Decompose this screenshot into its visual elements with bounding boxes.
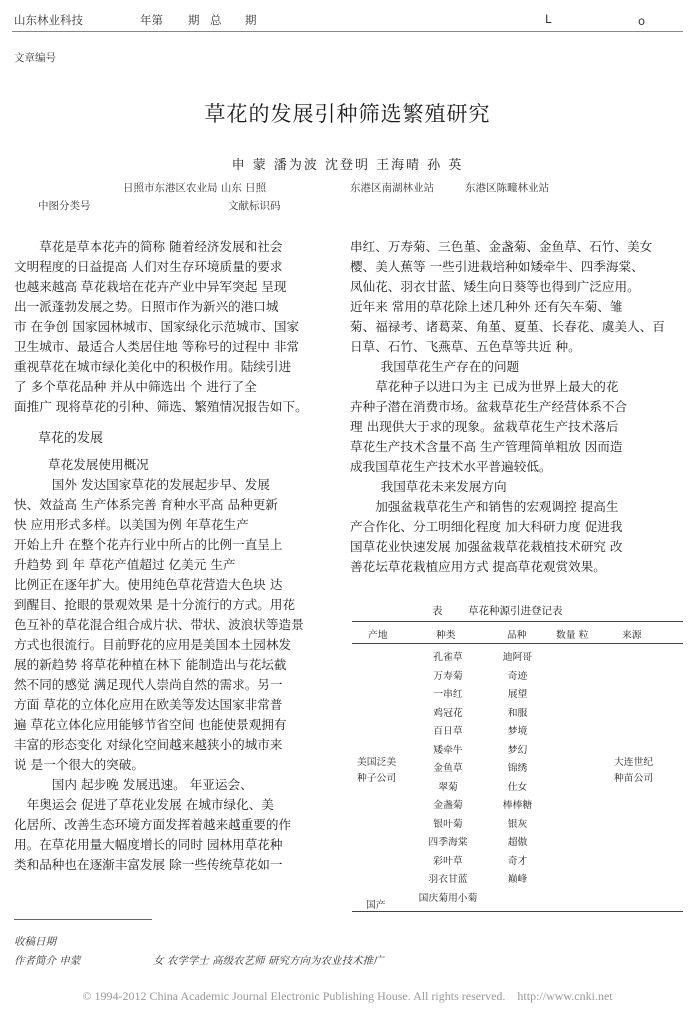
table-cell-variety: 巅峰 [507, 874, 528, 885]
header-right-letter: L [545, 12, 552, 26]
text-line: 善花坛草花栽植应用方式 提高草花观赏效果。 [350, 559, 606, 574]
text-line: 也越来越高 草花栽培在花卉产业中异军突起 呈现 [14, 279, 287, 294]
table-origin-us-line1: 美国泛美 [357, 757, 397, 768]
text-line: 升趋势 到 年 草花产值超过 亿美元 生产 [14, 557, 236, 572]
table-cell-type: 孔雀草 [433, 652, 463, 663]
text-line: 说 是一个很大的突破。 [14, 757, 144, 772]
text-line: 国内 起步晚 发展迅速。 年亚运会、 [14, 777, 253, 792]
text-line: 然不同的感觉 满足现代人崇尚自然的需求。另一 [14, 677, 283, 692]
table-cell-variety: 银灰 [507, 818, 528, 830]
table-cell-variety: 奇迹 [507, 670, 528, 682]
text-line: 樱、美人蕉等 一些引进栽培种如矮牵牛、四季海棠、 [350, 259, 644, 274]
text-line: 丰富的形态变化 对绿化空间越来越狭小的城市来 [14, 737, 283, 752]
text-line: 方式也很流行。目前野花的应用是美国本土园林发 [14, 637, 292, 652]
author-intro-label: 作者简介 申蒙 [14, 955, 81, 967]
table-cell-type: 百日草 [433, 726, 463, 737]
text-line: 产合作化、分工明细化程度 加大科研力度 促进我 [350, 519, 623, 534]
table-cell-type: 彩叶草 [433, 855, 463, 867]
table-cell-variety: 锦绣 [507, 763, 528, 774]
total-issue-label: 期 [245, 13, 257, 27]
table-cell-type: 鸡冠花 [433, 707, 463, 719]
table-header-type: 种类 [436, 630, 456, 641]
text-line: 近年来 常用的草花除上述几种外 还有矢车菊、雏 [350, 299, 623, 314]
table-cell-variety: 迪阿哥 [502, 652, 533, 663]
table-cell-type: 一串红 [433, 689, 463, 700]
text-line: 草花生产技术含量不高 生产管理简单粗放 因而造 [350, 439, 623, 454]
text-line: 日草、石竹、飞燕草、五色草等共近 种。 [350, 339, 581, 354]
problems-paragraph [350, 377, 685, 477]
table-cell-type: 矮牵牛 [433, 744, 463, 756]
journal-name: 山东林业科技 [14, 13, 83, 27]
text-line: 开始上升 在整个花卉行业中所占的比例一直呈上 [14, 537, 283, 552]
author-intro-detail: 女 农学学士 高级农艺师 研究方向为农业技术推广 [153, 955, 384, 967]
article-title: 草花的发展引种筛选繁殖研究 [204, 102, 491, 126]
text-line: 国草花业快速发展 加强盆栽草花栽植技术研究 改 [350, 539, 623, 554]
text-line: 比例正在逐年扩大。使用纯色草花营造大色块 达 [14, 577, 283, 592]
left-column [14, 237, 334, 875]
text-line: 面推广 现将草花的引种、筛选、繁殖情况报告如下。 [14, 399, 308, 414]
table-header-source: 来源 [622, 630, 642, 641]
domestic-development-paragraph [14, 775, 334, 875]
text-line: 出一派蓬勃发展之势。日照市作为新兴的港口城 [14, 299, 279, 314]
affiliation-3: 东港区陈疃林业站 [465, 182, 549, 194]
text-line: 年奥运会 促进了草花业发展 在城市绿化、美 [14, 797, 274, 812]
text-line: 凤仙花、羽衣甘蓝、矮生向日葵等也得到广泛应用。 [350, 279, 640, 294]
text-line: 草花是草本花卉的简称 随着经济发展和社会 [14, 239, 283, 254]
future-direction-paragraph [350, 497, 685, 577]
received-date-label: 收稿日期 [14, 936, 56, 948]
table-cell-type: 羽衣甘蓝 [428, 874, 468, 885]
footnote-rule [14, 919, 152, 920]
table-source-line1: 大连世纪 [614, 757, 654, 768]
text-line: 菊、福禄考、诸葛菜、角堇、夏堇、长春花、虞美人、百 [350, 319, 665, 334]
text-line: 到醒目、抢眼的景观效果 是十分流行的方式。用花 [14, 597, 296, 612]
intro-paragraph [14, 237, 334, 417]
text-line: 市 在争创 国家园林城市、国家绿化示范城市、国家 [14, 319, 300, 334]
year-label: 年第 [140, 13, 163, 27]
table-cell-type: 金鱼草 [433, 763, 463, 774]
text-line: 方面 草花的立体化应用在欧美等发达国家非常普 [14, 697, 283, 712]
table-cell-type: 银叶菊 [433, 818, 463, 830]
text-line: 文明程度的日益提高 人们对生存环境质量的要求 [14, 259, 283, 274]
table-cell-variety: 和服 [507, 707, 528, 719]
table-top-rule [352, 621, 683, 622]
text-line: 了 多个草花品种 并从中筛选出 个 进行了全 [14, 379, 257, 394]
article-number-label: 文章编号 [14, 52, 56, 64]
text-line: 用。在草花用量大幅度增长的同时 园林用草花种 [14, 837, 283, 852]
clc-number-label: 中图分类号 [38, 200, 91, 212]
table-source-line2: 种苗公司 [614, 773, 654, 784]
subsection-heading-future: 我国草花未来发展方向 [368, 479, 507, 494]
text-line: 成我国草花生产技术水平普遍较低。 [350, 459, 552, 474]
text-line: 国外 发达国家草花的发展起步早、发展 [14, 477, 270, 492]
table-cell-variety: 展望 [507, 689, 528, 700]
table-cell-variety: 仕女 [507, 781, 528, 793]
table-cell-variety: 梦境 [507, 726, 528, 737]
text-line: 重视草花在城市绿化美化中的积极作用。陆续引进 [14, 359, 292, 374]
table-cell-type: 四季海棠 [428, 837, 468, 848]
text-line: 卉种子潜在消费市场。盆栽草花生产经营体系不合 [350, 399, 628, 414]
text-line: 快 应用形式多样。以美国为例 年草花生产 [14, 517, 249, 532]
copyright-notice: © 1994-2012 China Academic Journal Electronic Publishing House. All rights reserved. http://www.cnki.net [82, 989, 613, 1003]
table-cell-type: 翠菊 [438, 781, 458, 793]
table-origin-us-line2: 种子公司 [357, 773, 397, 784]
text-line: 展的新趋势 将草花种植在林下 能制造出与花坛截 [14, 657, 287, 672]
text-line: 草花种子以进口为主 已成为世界上最大的花 [350, 379, 619, 394]
table-cell-variety: 梦幻 [507, 744, 528, 756]
affiliation-2: 东港区南湖林业站 [350, 182, 434, 194]
text-line: 色互补的草花混合组合成片状、带状、波浪状等造景 [14, 617, 304, 632]
table-bottom-rule [352, 911, 683, 912]
table-cell-type: 金盏菊 [433, 800, 463, 811]
subsection-heading-problems: 我国草花生产存在的问题 [368, 359, 520, 374]
table-header-origin: 产地 [368, 630, 388, 641]
table-cell-type: 国庆菊用小菊 [418, 892, 478, 904]
document-code-label: 文献标识码 [228, 200, 281, 212]
table-label: 表 [432, 605, 443, 617]
affiliation-1: 日照市东港区农业局 山东 日照 [123, 182, 267, 194]
table-cell-variety: 超傲 [507, 837, 528, 848]
header-rule [12, 31, 683, 32]
authors: 申 蒙 潘为波 沈登明 王海晴 孙 英 [231, 158, 464, 173]
text-line: 卫生城市、最适合人类居住地 等称号的过程中 非常 [14, 339, 300, 354]
flower-varieties-paragraph [350, 237, 685, 357]
table-cell-type: 万寿菊 [433, 670, 463, 682]
text-line: 遍 草花立体化应用能够节省空间 也能使景观拥有 [14, 717, 287, 732]
section-heading-1: 草花的发展 [38, 431, 104, 446]
issue-label: 期 [188, 13, 200, 27]
text-line: 加强盆栽草花生产和销售的宏观调控 提高生 [350, 499, 619, 514]
right-column [350, 237, 685, 577]
table-cell-variety: 棒棒糖 [502, 800, 533, 811]
table-header-variety: 品种 [507, 630, 527, 641]
table-origin-cn: 国产 [366, 900, 386, 911]
text-line: 快、效益高 生产体系完善 育种水平高 品种更新 [14, 497, 278, 512]
table-header-quantity: 数量 粒 [556, 630, 589, 641]
total-label: 总 [210, 13, 222, 27]
text-line: 串红、万寿菊、三色堇、金盏菊、金鱼草、石竹、美女 [350, 239, 653, 254]
header-right-page: o [638, 14, 646, 28]
foreign-development-paragraph [14, 475, 334, 775]
subsection-heading-1-1: 草花发展使用概况 [48, 457, 149, 472]
text-line: 理 出现供大于求的现象。盆栽草花生产技术落后 [350, 419, 619, 434]
text-line: 类和品种也在逐渐丰富发展 除一些传统草花如一 [14, 857, 283, 872]
text-line: 化居所、改善生态环境方面发挥着越来越重要的作 [14, 817, 292, 832]
table-header-rule [352, 643, 683, 644]
table-cell-variety: 奇才 [507, 855, 528, 867]
table-title: 草花种源引进登记表 [468, 605, 563, 617]
